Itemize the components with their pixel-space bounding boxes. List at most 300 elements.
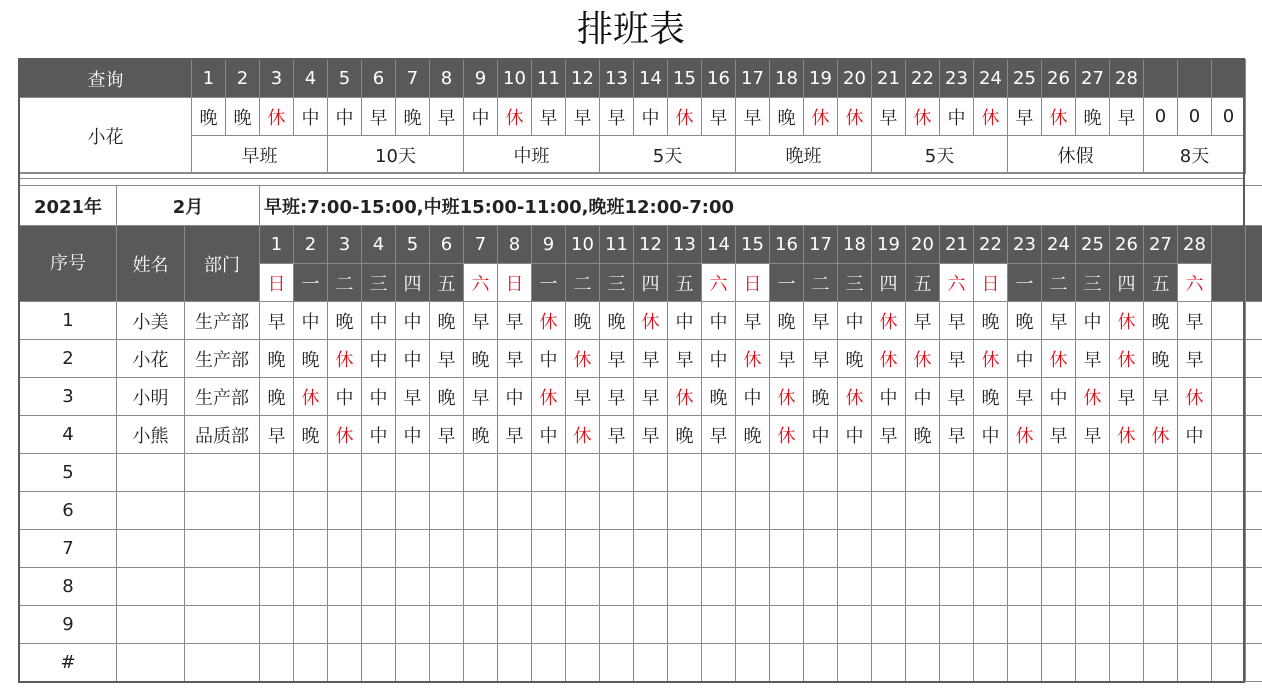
shift-cell[interactable]: 休 — [668, 378, 702, 416]
shift-cell[interactable]: 晚 — [430, 302, 464, 340]
row-dept[interactable] — [185, 568, 260, 606]
shift-cell[interactable] — [1144, 530, 1178, 568]
shift-cell[interactable] — [634, 644, 668, 682]
shift-cell[interactable]: 中 — [362, 416, 396, 454]
shift-cell[interactable]: 休 — [532, 378, 566, 416]
shift-cell[interactable] — [736, 568, 770, 606]
shift-cell[interactable]: 休 — [1110, 340, 1144, 378]
shift-cell[interactable]: 中 — [702, 340, 736, 378]
shift-cell[interactable]: 中 — [396, 302, 430, 340]
shift-cell[interactable] — [362, 530, 396, 568]
shift-cell[interactable] — [260, 568, 294, 606]
row-dept[interactable] — [185, 606, 260, 644]
shift-cell[interactable] — [430, 492, 464, 530]
shift-cell[interactable] — [362, 568, 396, 606]
shift-cell[interactable] — [906, 606, 940, 644]
shift-cell[interactable] — [328, 530, 362, 568]
shift-cell[interactable] — [838, 454, 872, 492]
shift-cell[interactable] — [532, 644, 566, 682]
shift-cell[interactable] — [1076, 606, 1110, 644]
shift-cell[interactable] — [600, 606, 634, 644]
shift-cell[interactable] — [294, 568, 328, 606]
shift-cell[interactable]: 中 — [532, 416, 566, 454]
shift-cell[interactable]: 中 — [804, 416, 838, 454]
shift-cell[interactable] — [1144, 492, 1178, 530]
shift-cell[interactable] — [872, 568, 906, 606]
shift-cell[interactable] — [702, 568, 736, 606]
shift-cell[interactable] — [260, 606, 294, 644]
shift-cell[interactable] — [464, 454, 498, 492]
shift-cell[interactable] — [872, 530, 906, 568]
shift-cell[interactable]: 中 — [668, 302, 702, 340]
shift-cell[interactable] — [634, 454, 668, 492]
shift-cell[interactable] — [294, 530, 328, 568]
shift-cell[interactable]: 早 — [1178, 340, 1212, 378]
shift-cell[interactable] — [838, 530, 872, 568]
blank-cell[interactable] — [1212, 454, 1246, 492]
row-dept[interactable] — [185, 454, 260, 492]
shift-cell[interactable]: 早 — [906, 302, 940, 340]
row-name[interactable] — [117, 568, 185, 606]
shift-cell[interactable]: 中 — [702, 302, 736, 340]
blank-cell[interactable] — [1246, 302, 1262, 340]
shift-cell[interactable] — [838, 606, 872, 644]
shift-cell[interactable] — [668, 454, 702, 492]
shift-cell[interactable]: 休 — [906, 340, 940, 378]
shift-cell[interactable] — [396, 606, 430, 644]
blank-cell[interactable] — [1246, 606, 1262, 644]
shift-cell[interactable] — [1076, 644, 1110, 682]
shift-cell[interactable]: 晚 — [702, 378, 736, 416]
shift-cell[interactable]: 早 — [430, 416, 464, 454]
shift-cell[interactable] — [702, 530, 736, 568]
shift-cell[interactable]: 早 — [430, 340, 464, 378]
shift-cell[interactable] — [906, 644, 940, 682]
shift-cell[interactable] — [294, 606, 328, 644]
shift-cell[interactable]: 早 — [1042, 416, 1076, 454]
shift-cell[interactable] — [1008, 530, 1042, 568]
shift-cell[interactable] — [804, 606, 838, 644]
shift-cell[interactable] — [974, 530, 1008, 568]
shift-cell[interactable] — [770, 454, 804, 492]
shift-cell[interactable] — [1008, 568, 1042, 606]
shift-cell[interactable] — [362, 644, 396, 682]
shift-cell[interactable] — [668, 644, 702, 682]
shift-cell[interactable] — [1076, 568, 1110, 606]
shift-cell[interactable] — [668, 568, 702, 606]
shift-cell[interactable] — [838, 644, 872, 682]
shift-cell[interactable]: 中 — [1178, 416, 1212, 454]
shift-cell[interactable] — [396, 568, 430, 606]
shift-cell[interactable]: 休 — [770, 378, 804, 416]
shift-cell[interactable]: 早 — [396, 378, 430, 416]
shift-cell[interactable] — [804, 568, 838, 606]
shift-cell[interactable] — [872, 606, 906, 644]
shift-cell[interactable] — [1178, 606, 1212, 644]
shift-cell[interactable] — [974, 606, 1008, 644]
shift-cell[interactable] — [804, 530, 838, 568]
shift-cell[interactable] — [430, 568, 464, 606]
blank-cell[interactable] — [1212, 416, 1246, 454]
shift-cell[interactable] — [1178, 568, 1212, 606]
shift-cell[interactable]: 晚 — [1008, 302, 1042, 340]
shift-cell[interactable]: 早 — [566, 378, 600, 416]
shift-cell[interactable] — [1076, 530, 1110, 568]
shift-cell[interactable] — [396, 530, 430, 568]
shift-cell[interactable] — [736, 492, 770, 530]
shift-cell[interactable] — [600, 492, 634, 530]
shift-cell[interactable] — [294, 644, 328, 682]
blank-cell[interactable] — [1212, 378, 1246, 416]
shift-cell[interactable]: 休 — [328, 340, 362, 378]
shift-cell[interactable] — [1110, 454, 1144, 492]
shift-cell[interactable] — [872, 492, 906, 530]
shift-cell[interactable] — [940, 530, 974, 568]
shift-cell[interactable] — [1144, 568, 1178, 606]
shift-cell[interactable]: 休 — [872, 302, 906, 340]
shift-cell[interactable] — [328, 568, 362, 606]
shift-cell[interactable]: 早 — [634, 340, 668, 378]
shift-cell[interactable] — [498, 492, 532, 530]
row-name[interactable] — [117, 644, 185, 682]
shift-cell[interactable] — [430, 454, 464, 492]
shift-cell[interactable]: 早 — [498, 416, 532, 454]
blank-cell[interactable] — [1246, 492, 1262, 530]
shift-cell[interactable]: 晚 — [430, 378, 464, 416]
shift-cell[interactable] — [1042, 606, 1076, 644]
shift-cell[interactable]: 中 — [1076, 302, 1110, 340]
shift-cell[interactable] — [1144, 606, 1178, 644]
row-dept[interactable]: 生产部 — [185, 378, 260, 416]
shift-cell[interactable] — [498, 454, 532, 492]
shift-cell[interactable] — [634, 492, 668, 530]
shift-cell[interactable]: 休 — [1042, 340, 1076, 378]
shift-cell[interactable] — [1178, 644, 1212, 682]
shift-cell[interactable] — [940, 492, 974, 530]
shift-cell[interactable] — [532, 606, 566, 644]
shift-cell[interactable] — [362, 606, 396, 644]
shift-cell[interactable]: 休 — [770, 416, 804, 454]
shift-cell[interactable] — [736, 644, 770, 682]
shift-cell[interactable] — [702, 492, 736, 530]
shift-cell[interactable] — [1110, 644, 1144, 682]
shift-cell[interactable]: 早 — [770, 340, 804, 378]
row-name[interactable]: 小明 — [117, 378, 185, 416]
shift-cell[interactable] — [702, 606, 736, 644]
shift-cell[interactable]: 休 — [532, 302, 566, 340]
shift-cell[interactable]: 中 — [294, 302, 328, 340]
shift-cell[interactable]: 中 — [532, 340, 566, 378]
shift-cell[interactable]: 休 — [872, 340, 906, 378]
blank-cell[interactable] — [1212, 568, 1246, 606]
shift-cell[interactable]: 晚 — [328, 302, 362, 340]
shift-cell[interactable]: 中 — [362, 378, 396, 416]
shift-cell[interactable] — [566, 644, 600, 682]
shift-cell[interactable] — [1042, 454, 1076, 492]
shift-cell[interactable]: 晚 — [600, 302, 634, 340]
blank-cell[interactable] — [1246, 568, 1262, 606]
shift-cell[interactable]: 中 — [328, 378, 362, 416]
shift-cell[interactable] — [736, 606, 770, 644]
shift-cell[interactable]: 早 — [804, 340, 838, 378]
shift-cell[interactable] — [566, 530, 600, 568]
shift-cell[interactable]: 中 — [838, 416, 872, 454]
shift-cell[interactable] — [260, 644, 294, 682]
shift-cell[interactable] — [464, 530, 498, 568]
row-dept[interactable]: 生产部 — [185, 302, 260, 340]
shift-cell[interactable] — [1178, 492, 1212, 530]
shift-cell[interactable] — [770, 606, 804, 644]
shift-cell[interactable]: 休 — [328, 416, 362, 454]
shift-cell[interactable] — [498, 644, 532, 682]
shift-cell[interactable] — [1076, 492, 1110, 530]
shift-cell[interactable] — [1144, 644, 1178, 682]
shift-cell[interactable] — [634, 568, 668, 606]
shift-cell[interactable]: 早 — [600, 378, 634, 416]
shift-cell[interactable]: 早 — [1008, 378, 1042, 416]
shift-cell[interactable] — [736, 454, 770, 492]
shift-cell[interactable] — [770, 530, 804, 568]
shift-cell[interactable] — [600, 568, 634, 606]
shift-cell[interactable] — [396, 492, 430, 530]
shift-cell[interactable]: 晚 — [1144, 340, 1178, 378]
shift-cell[interactable]: 休 — [974, 340, 1008, 378]
shift-cell[interactable]: 中 — [396, 340, 430, 378]
shift-cell[interactable]: 早 — [702, 416, 736, 454]
shift-cell[interactable]: 早 — [1178, 302, 1212, 340]
shift-cell[interactable]: 中 — [736, 378, 770, 416]
shift-cell[interactable]: 中 — [362, 302, 396, 340]
blank-cell[interactable] — [1246, 340, 1262, 378]
shift-cell[interactable]: 晚 — [736, 416, 770, 454]
shift-cell[interactable]: 早 — [464, 378, 498, 416]
shift-cell[interactable] — [736, 530, 770, 568]
shift-cell[interactable] — [260, 530, 294, 568]
query-name-field[interactable]: 小花 — [20, 98, 192, 174]
shift-cell[interactable] — [498, 568, 532, 606]
shift-cell[interactable] — [430, 644, 464, 682]
shift-cell[interactable] — [566, 454, 600, 492]
shift-cell[interactable]: 休 — [1178, 378, 1212, 416]
shift-cell[interactable] — [532, 568, 566, 606]
shift-cell[interactable] — [362, 492, 396, 530]
row-dept[interactable]: 品质部 — [185, 416, 260, 454]
shift-cell[interactable]: 中 — [838, 302, 872, 340]
blank-cell[interactable] — [1212, 644, 1246, 682]
shift-cell[interactable] — [634, 530, 668, 568]
shift-cell[interactable]: 晚 — [1144, 302, 1178, 340]
shift-cell[interactable] — [362, 454, 396, 492]
row-name[interactable] — [117, 606, 185, 644]
shift-cell[interactable] — [532, 492, 566, 530]
row-dept[interactable] — [185, 492, 260, 530]
shift-cell[interactable]: 休 — [838, 378, 872, 416]
shift-cell[interactable]: 中 — [974, 416, 1008, 454]
shift-cell[interactable]: 中 — [396, 416, 430, 454]
shift-cell[interactable] — [532, 454, 566, 492]
shift-cell[interactable]: 早 — [260, 416, 294, 454]
shift-cell[interactable] — [702, 644, 736, 682]
shift-cell[interactable]: 晚 — [260, 378, 294, 416]
shift-cell[interactable] — [940, 606, 974, 644]
shift-cell[interactable]: 晚 — [464, 340, 498, 378]
shift-cell[interactable] — [328, 644, 362, 682]
shift-cell[interactable] — [1110, 530, 1144, 568]
shift-cell[interactable]: 中 — [1008, 340, 1042, 378]
shift-cell[interactable]: 早 — [498, 302, 532, 340]
shift-cell[interactable]: 休 — [1076, 378, 1110, 416]
shift-cell[interactable] — [396, 454, 430, 492]
shift-cell[interactable]: 早 — [634, 416, 668, 454]
shift-cell[interactable]: 晚 — [804, 378, 838, 416]
shift-cell[interactable] — [1008, 492, 1042, 530]
shift-cell[interactable]: 中 — [1042, 378, 1076, 416]
shift-cell[interactable] — [532, 530, 566, 568]
row-name[interactable]: 小熊 — [117, 416, 185, 454]
shift-cell[interactable] — [498, 530, 532, 568]
blank-cell[interactable] — [1246, 378, 1262, 416]
shift-cell[interactable] — [1042, 492, 1076, 530]
shift-cell[interactable] — [1008, 606, 1042, 644]
shift-cell[interactable] — [804, 454, 838, 492]
shift-cell[interactable] — [940, 454, 974, 492]
shift-cell[interactable]: 早 — [1042, 302, 1076, 340]
shift-cell[interactable]: 晚 — [260, 340, 294, 378]
shift-cell[interactable] — [702, 454, 736, 492]
row-name[interactable]: 小花 — [117, 340, 185, 378]
row-dept[interactable]: 生产部 — [185, 340, 260, 378]
shift-cell[interactable]: 早 — [940, 340, 974, 378]
shift-cell[interactable] — [430, 530, 464, 568]
shift-cell[interactable] — [328, 606, 362, 644]
shift-cell[interactable]: 中 — [498, 378, 532, 416]
shift-cell[interactable] — [770, 644, 804, 682]
shift-cell[interactable] — [294, 492, 328, 530]
shift-cell[interactable]: 休 — [1008, 416, 1042, 454]
shift-cell[interactable]: 早 — [260, 302, 294, 340]
shift-cell[interactable] — [804, 644, 838, 682]
shift-cell[interactable] — [974, 568, 1008, 606]
shift-cell[interactable] — [464, 606, 498, 644]
blank-cell[interactable] — [1246, 416, 1262, 454]
shift-cell[interactable]: 晚 — [464, 416, 498, 454]
shift-cell[interactable] — [1008, 644, 1042, 682]
shift-cell[interactable] — [838, 492, 872, 530]
shift-cell[interactable] — [906, 530, 940, 568]
shift-cell[interactable] — [1144, 454, 1178, 492]
shift-cell[interactable] — [566, 606, 600, 644]
shift-cell[interactable]: 早 — [940, 416, 974, 454]
shift-cell[interactable] — [1110, 606, 1144, 644]
shift-cell[interactable]: 晚 — [294, 416, 328, 454]
shift-cell[interactable] — [464, 644, 498, 682]
shift-cell[interactable] — [260, 492, 294, 530]
blank-cell[interactable] — [1246, 644, 1262, 682]
row-name[interactable] — [117, 492, 185, 530]
blank-cell[interactable] — [1246, 454, 1262, 492]
row-dept[interactable] — [185, 644, 260, 682]
shift-cell[interactable]: 早 — [498, 340, 532, 378]
shift-cell[interactable] — [294, 454, 328, 492]
shift-cell[interactable]: 晚 — [838, 340, 872, 378]
row-name[interactable]: 小美 — [117, 302, 185, 340]
shift-cell[interactable]: 早 — [940, 302, 974, 340]
shift-cell[interactable] — [464, 568, 498, 606]
shift-cell[interactable]: 晚 — [668, 416, 702, 454]
shift-cell[interactable] — [566, 568, 600, 606]
shift-cell[interactable]: 晚 — [770, 302, 804, 340]
shift-cell[interactable] — [940, 568, 974, 606]
shift-cell[interactable]: 休 — [566, 416, 600, 454]
blank-cell[interactable] — [1212, 302, 1246, 340]
shift-cell[interactable] — [1178, 530, 1212, 568]
row-dept[interactable] — [185, 530, 260, 568]
shift-cell[interactable] — [974, 492, 1008, 530]
shift-cell[interactable]: 休 — [1110, 302, 1144, 340]
shift-cell[interactable] — [940, 644, 974, 682]
shift-cell[interactable] — [328, 454, 362, 492]
shift-cell[interactable] — [804, 492, 838, 530]
shift-cell[interactable]: 晚 — [294, 340, 328, 378]
shift-cell[interactable] — [498, 606, 532, 644]
shift-cell[interactable] — [464, 492, 498, 530]
row-name[interactable] — [117, 454, 185, 492]
shift-cell[interactable]: 早 — [600, 416, 634, 454]
shift-cell[interactable]: 中 — [872, 378, 906, 416]
shift-cell[interactable]: 晚 — [906, 416, 940, 454]
shift-cell[interactable] — [974, 644, 1008, 682]
shift-cell[interactable] — [838, 568, 872, 606]
shift-cell[interactable]: 早 — [736, 302, 770, 340]
shift-cell[interactable] — [328, 492, 362, 530]
shift-cell[interactable] — [668, 492, 702, 530]
shift-cell[interactable]: 早 — [1076, 340, 1110, 378]
shift-cell[interactable] — [566, 492, 600, 530]
shift-cell[interactable]: 休 — [736, 340, 770, 378]
shift-cell[interactable] — [770, 492, 804, 530]
shift-cell[interactable] — [600, 530, 634, 568]
shift-cell[interactable] — [872, 454, 906, 492]
shift-cell[interactable] — [974, 454, 1008, 492]
shift-cell[interactable] — [906, 492, 940, 530]
shift-cell[interactable] — [906, 568, 940, 606]
shift-cell[interactable]: 晚 — [974, 302, 1008, 340]
shift-cell[interactable]: 休 — [294, 378, 328, 416]
shift-cell[interactable]: 早 — [1144, 378, 1178, 416]
shift-cell[interactable]: 中 — [906, 378, 940, 416]
blank-cell[interactable] — [1246, 530, 1262, 568]
shift-cell[interactable]: 早 — [1110, 378, 1144, 416]
shift-cell[interactable]: 早 — [634, 378, 668, 416]
shift-cell[interactable]: 早 — [940, 378, 974, 416]
shift-cell[interactable]: 休 — [634, 302, 668, 340]
shift-cell[interactable]: 早 — [1076, 416, 1110, 454]
shift-cell[interactable] — [260, 454, 294, 492]
row-name[interactable] — [117, 530, 185, 568]
shift-cell[interactable] — [1178, 454, 1212, 492]
shift-cell[interactable]: 早 — [804, 302, 838, 340]
shift-cell[interactable] — [1042, 530, 1076, 568]
shift-cell[interactable] — [906, 454, 940, 492]
blank-cell[interactable] — [1212, 606, 1246, 644]
shift-cell[interactable] — [396, 644, 430, 682]
shift-cell[interactable] — [1110, 568, 1144, 606]
shift-cell[interactable]: 早 — [668, 340, 702, 378]
shift-cell[interactable]: 晚 — [974, 378, 1008, 416]
shift-cell[interactable] — [600, 644, 634, 682]
shift-cell[interactable] — [1042, 568, 1076, 606]
blank-cell[interactable] — [1212, 340, 1246, 378]
